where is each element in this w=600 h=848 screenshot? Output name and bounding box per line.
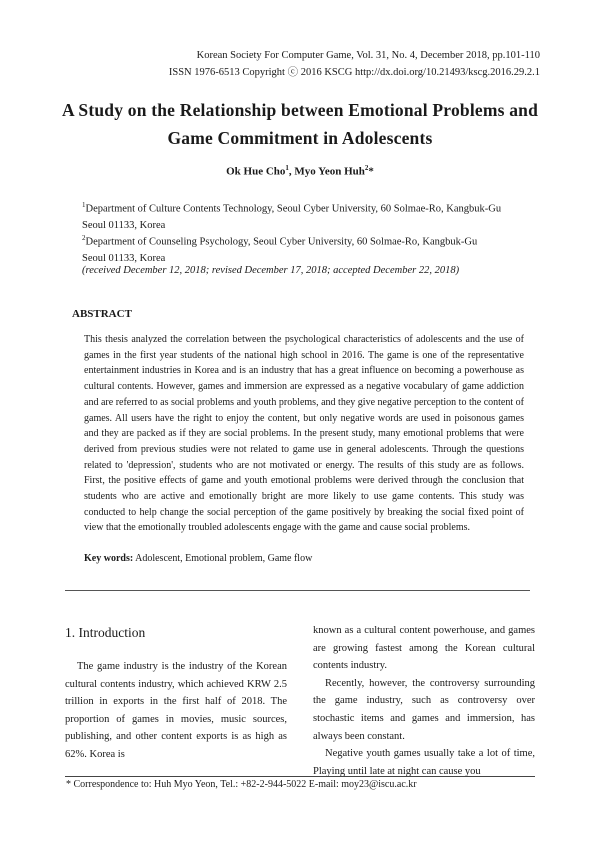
keywords-text: Adolescent, Emotional problem, Game flow xyxy=(133,553,313,564)
section-divider xyxy=(65,590,530,591)
left-paragraph-1: The game industry is the industry of the Korean cultural contents industry, which achieved KRW 2.5 trillion in exports in the first half of 2018. The proportion of games in movies, music sources, publishing, and other content exports is as high as 62%. Korea is xyxy=(65,661,287,760)
affiliation-1-sup: 1 xyxy=(82,201,86,209)
affiliation-2-line-2: Seoul 01133, Korea xyxy=(82,253,166,265)
received-text: (received December 12, 2018; revised December 17, 2018; accepted December 22, 2018) xyxy=(82,265,460,276)
affiliation-2-sup: 2 xyxy=(82,234,86,242)
abstract-body: This thesis analyzed the correlation between the psychological characteristics of adolescents and the use of games in the first year students of the national high school in 2016. The game is one of the representative entertainment industries in Korea and is an industry that has a great influence on becoming a powerhouse as cultural contents. However, games and immersion are expressed as a negative vocabulary of game addiction and are referred to as social problems and youth problems, and they give negative perception to the content of games. All users have the right to enjoy the content, but only negative words are used in poisonous games and they are packed as if they are social problems. In the present study, many emotional problems that were derived from previous studies were not related to game use in general adolescents. Through the questions related to 'depression', students who are not motivated or energy. The results of this study are as follows. First, the positive effects of game and youth emotional problems were derived through the conclusion that students who are active and emotionally bright are more likely to use game contents. This study was conducted to help change the social perception of the game positively by breaking the social fixed point of view that the emotionally troubled adolescents engage with the game and cause social problems. xyxy=(84,334,524,534)
left-column xyxy=(65,658,287,764)
title-line-1: A Study on the Relationship between Emotional Problems and xyxy=(61,100,539,120)
keywords xyxy=(84,553,312,564)
affiliation-1-line-2: Seoul 01133, Korea xyxy=(82,220,166,232)
corresponding-mark: * xyxy=(368,165,374,178)
paper-title xyxy=(60,96,540,152)
right-column xyxy=(313,622,535,780)
affiliation-2-line-1: Department of Counseling Psychology, Seoul Cyber University, 60 Solmae-Ro, Kangbuk-Gu xyxy=(85,236,478,248)
author-1: Ok Hue Cho xyxy=(226,165,286,178)
section-heading: 1. Introduction xyxy=(65,625,146,640)
affiliation-1-line-1: Department of Culture Contents Technology, Seoul Cyber University, 60 Solmae-Ro, Kangbuk-Gu xyxy=(85,203,502,215)
author-2-sup: 2 xyxy=(364,164,369,172)
right-paragraph-3: Negative youth games usually take a lot of time, Playing until late at night can cause you xyxy=(313,748,535,777)
author-2: Myo Yeon Huh xyxy=(294,165,365,178)
right-paragraph-1: known as a cultural content powerhouse, and games are growing fastest among the Korean cultural contents industry. xyxy=(313,625,535,672)
journal-issn: ISSN 1976-6513 Copyright ⓒ 2016 KSCG http://dx.doi.org/10.21493/kscg.2016.29.2.1 xyxy=(168,67,540,78)
title-line-2: Game Commitment in Adolescents xyxy=(167,128,433,148)
right-paragraph-2: Recently, however, the controversy surrounding the game industry, such as controversy over stochastic items and games and immersion, has always been constant. xyxy=(313,677,535,742)
journal-info xyxy=(169,47,540,81)
keywords-label: Key words: xyxy=(84,553,134,564)
footnote-divider xyxy=(65,776,535,777)
journal-citation: Korean Society For Computer Game, Vol. 31, No. 4, December 2018, pp.101-110 xyxy=(196,50,540,61)
received-dates xyxy=(82,263,522,280)
author-1-sup: 1 xyxy=(285,164,289,172)
correspondence-footnote: * Correspondence to: Huh Myo Yeon, Tel.: +82-2-944-5022 E-mail: moy23@iscu.ac.kr xyxy=(66,779,417,790)
abstract-heading: ABSTRACT xyxy=(72,308,132,320)
author-separator: , xyxy=(288,165,295,178)
author-list xyxy=(0,164,600,178)
